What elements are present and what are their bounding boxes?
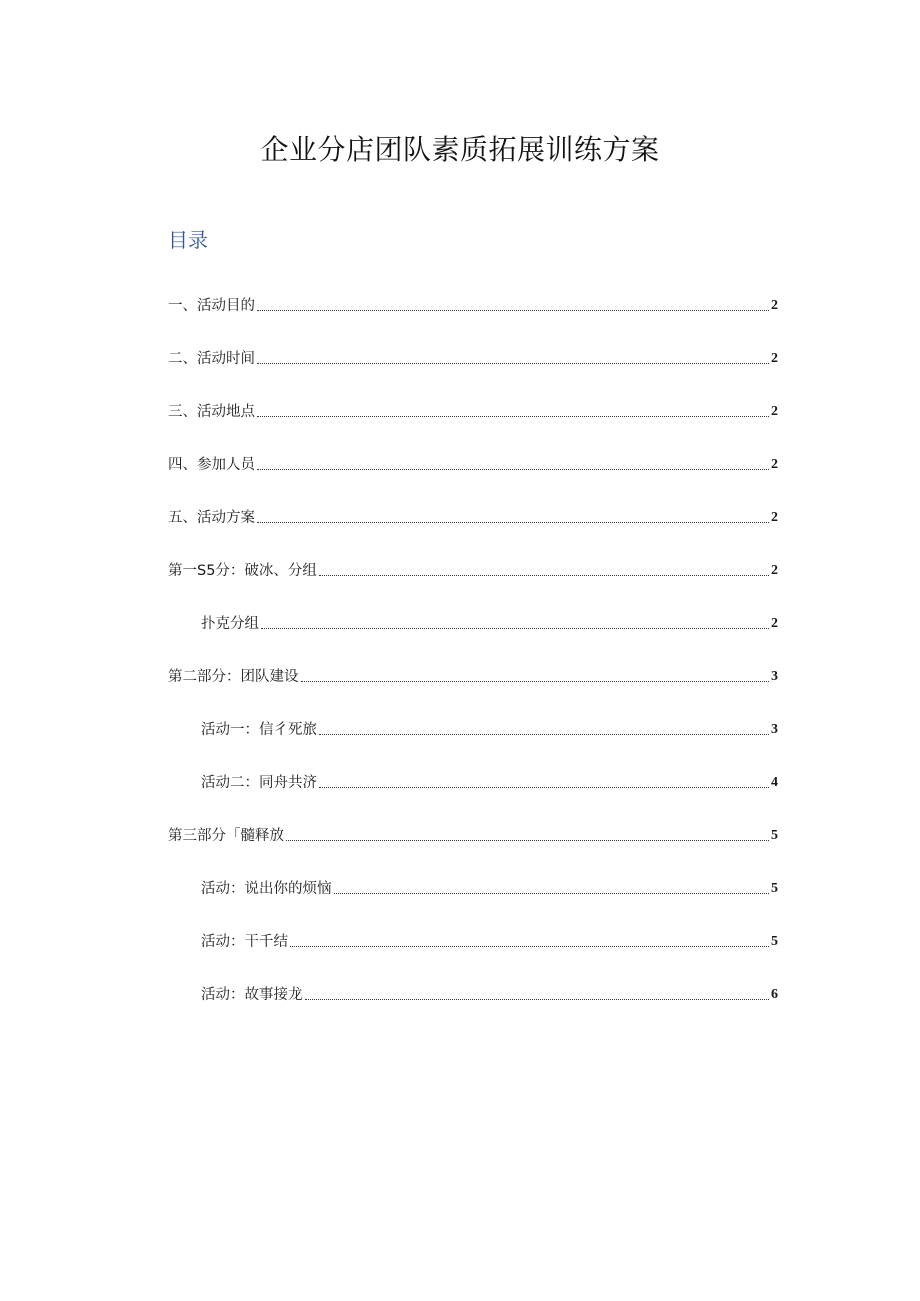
toc-dot-leader <box>334 893 770 894</box>
toc-page-number: 6 <box>771 987 778 1002</box>
toc-entry-part-one[interactable] <box>168 545 778 598</box>
toc-dot-leader <box>257 522 769 523</box>
table-of-contents <box>168 280 778 1022</box>
toc-entry-text: 扑克分组 <box>201 616 259 632</box>
toc-entry-text: 第一S5分：破冰、分组 <box>168 563 317 579</box>
toc-page-number: 3 <box>771 669 778 684</box>
toc-page-number: 2 <box>771 563 778 578</box>
toc-page-number: 2 <box>771 457 778 472</box>
toc-entry-part-two[interactable] <box>168 651 778 704</box>
toc-dot-leader <box>257 469 769 470</box>
toc-page-number: 4 <box>771 775 778 790</box>
toc-entry-text: 二、活动时间 <box>168 351 255 367</box>
toc-entry-activity-one[interactable] <box>168 704 778 757</box>
toc-page-number: 5 <box>771 934 778 949</box>
toc-entry-story-relay[interactable] <box>168 969 778 1022</box>
toc-dot-leader <box>290 946 769 947</box>
toc-entry-text: 第三部分「髓释放 <box>168 828 284 844</box>
toc-entry-part-three[interactable] <box>168 810 778 863</box>
toc-entry-knots[interactable] <box>168 916 778 969</box>
toc-entry-text: 活动二：同舟共济 <box>201 775 317 791</box>
toc-entry-text: 第二部分：团队建设 <box>168 669 299 685</box>
toc-dot-leader <box>286 840 769 841</box>
page-title: 企业分店团队素质拓展训练方案 <box>260 133 660 166</box>
toc-entry-activity-purpose[interactable] <box>168 280 778 333</box>
toc-dot-leader <box>257 416 769 417</box>
toc-dot-leader <box>319 787 769 788</box>
toc-dot-leader <box>257 310 769 311</box>
toc-page-number: 2 <box>771 404 778 419</box>
toc-page-number: 2 <box>771 616 778 631</box>
toc-page-number: 5 <box>771 828 778 843</box>
toc-dot-leader <box>261 628 769 629</box>
toc-entry-participants[interactable] <box>168 439 778 492</box>
toc-page-number: 2 <box>771 510 778 525</box>
toc-entry-text: 五、活动方案 <box>168 510 255 526</box>
toc-entry-text: 活动：说出你的烦恼 <box>201 881 332 897</box>
toc-page-number: 2 <box>771 298 778 313</box>
toc-dot-leader <box>319 734 769 735</box>
toc-entry-poker-grouping[interactable] <box>168 598 778 651</box>
toc-entry-text: 活动：干千结 <box>201 934 288 950</box>
toc-dot-leader <box>257 363 769 364</box>
toc-page-number: 3 <box>771 722 778 737</box>
toc-dot-leader <box>301 681 770 682</box>
toc-dot-leader <box>305 999 770 1000</box>
toc-entry-activity-two[interactable] <box>168 757 778 810</box>
toc-heading: 目录 <box>168 228 208 252</box>
toc-entry-activity-location[interactable] <box>168 386 778 439</box>
toc-entry-text: 三、活动地点 <box>168 404 255 420</box>
toc-entry-text: 活动：故事接龙 <box>201 987 303 1003</box>
toc-page-number: 2 <box>771 351 778 366</box>
toc-entry-text: 一、活动目的 <box>168 298 255 314</box>
toc-entry-activity-plan[interactable] <box>168 492 778 545</box>
toc-dot-leader <box>319 575 769 576</box>
toc-entry-share-worries[interactable] <box>168 863 778 916</box>
toc-entry-text: 活动一：信彳死旅 <box>201 722 317 738</box>
toc-page-number: 5 <box>771 881 778 896</box>
toc-entry-activity-time[interactable] <box>168 333 778 386</box>
toc-entry-text: 四、参加人员 <box>168 457 255 473</box>
